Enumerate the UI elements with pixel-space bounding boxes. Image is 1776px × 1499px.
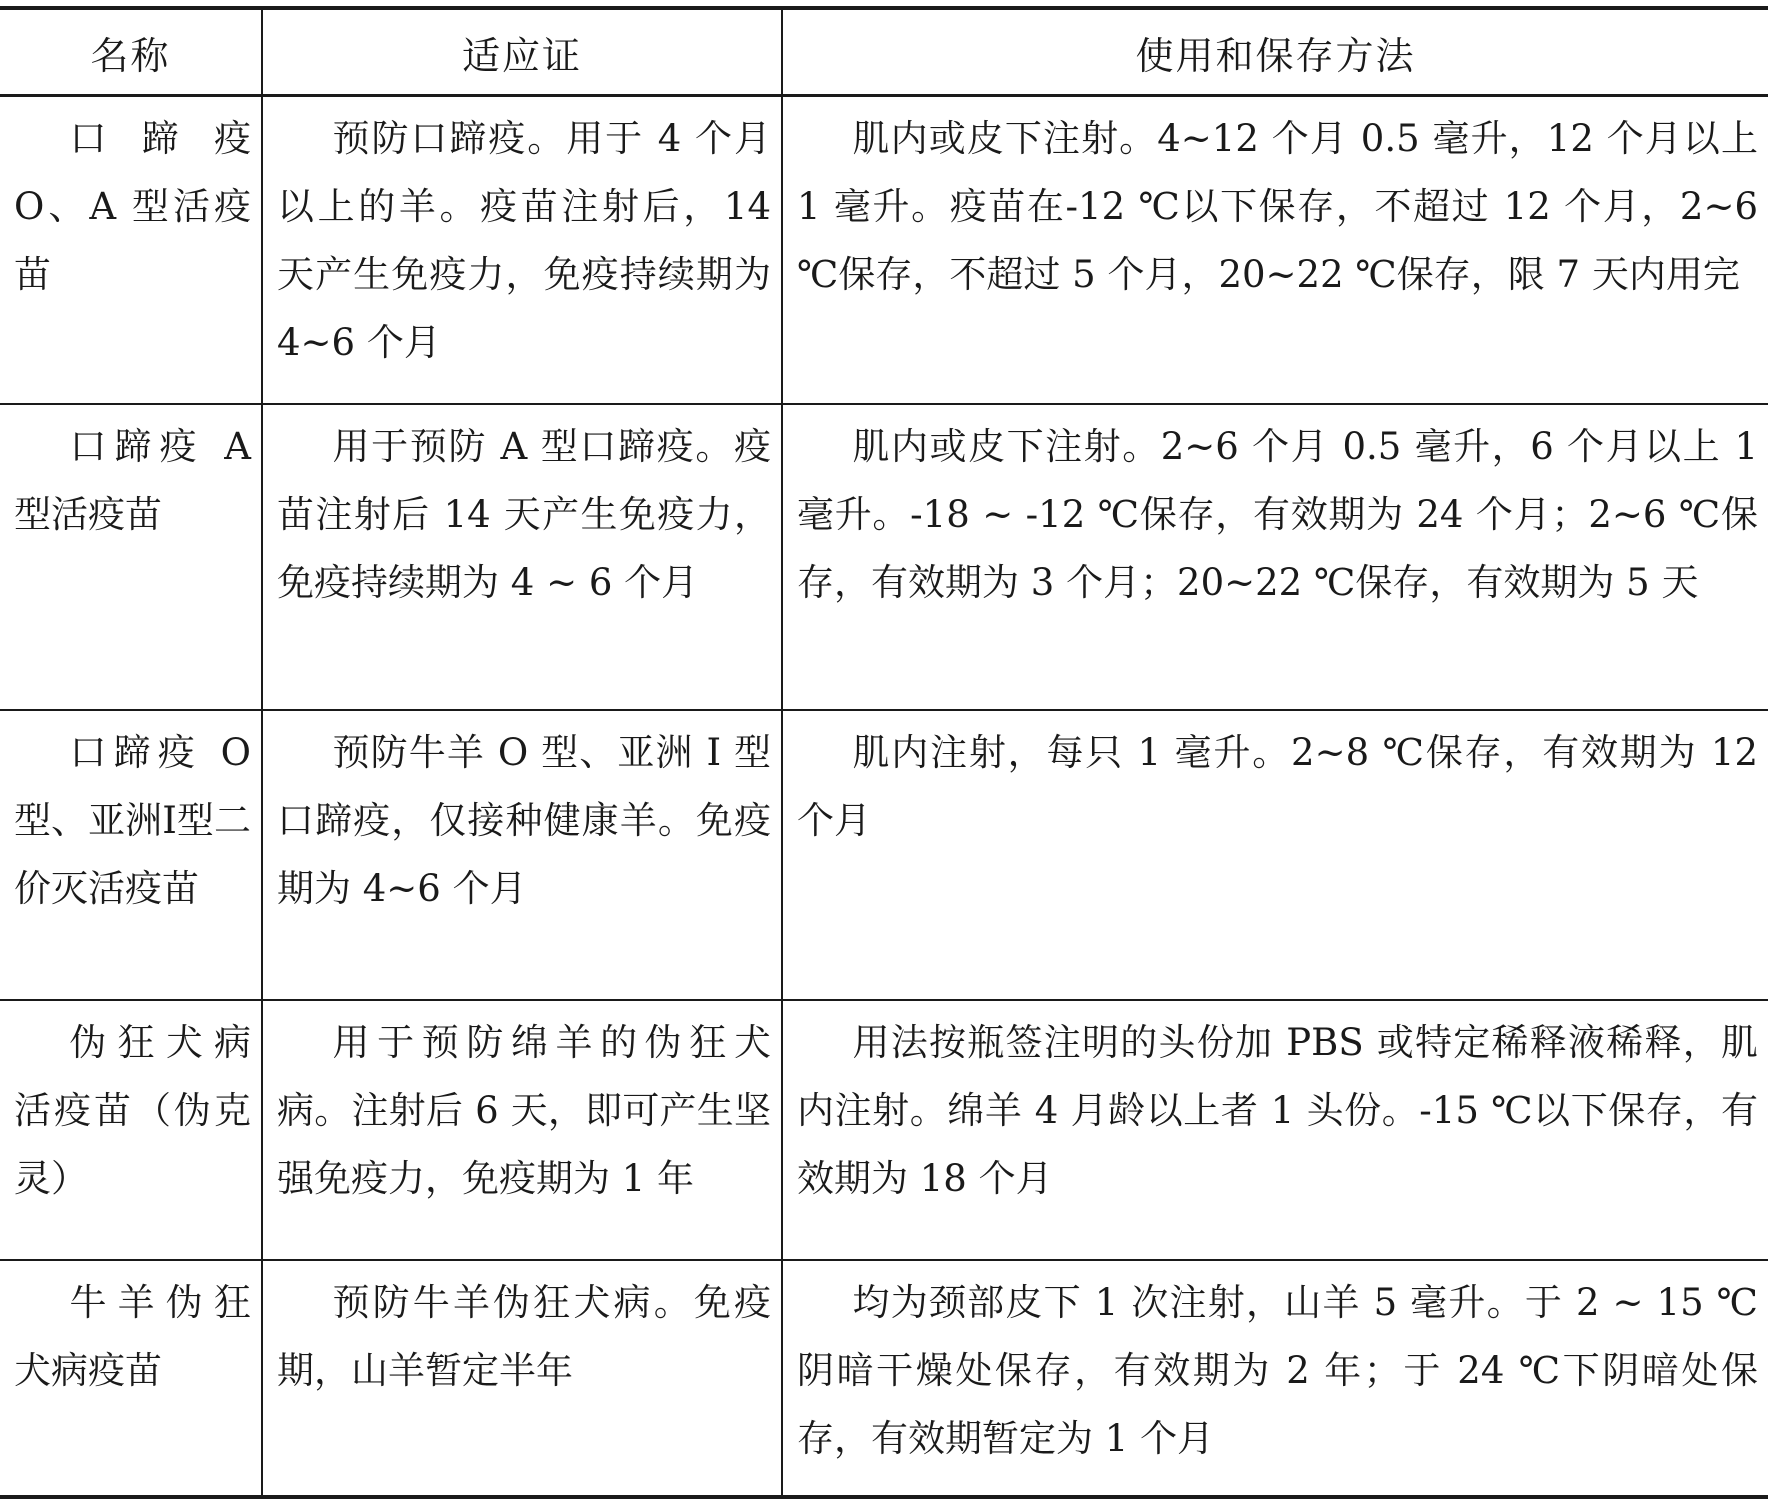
cell-indication: 预防牛羊伪狂犬病。免疫期，山羊暂定半年 [262,1260,782,1497]
cell-usage: 均为颈部皮下 1 次注射，山羊 5 毫升。于 2 ~ 15 ℃阴暗干燥处保存，有效期为 2 年；于 24 ℃下阴暗处保存，有效期暂定为 1 个月 [782,1260,1768,1497]
cell-name: 口蹄疫 O 型、亚洲I型二价灭活疫苗 [14,731,251,910]
vaccine-table-container [0,6,1768,1499]
cell-indication: 预防口蹄疫。用于 4 个月以上的羊。疫苗注射后，14 天产生免疫力，免疫持续期为 4~6 个月 [262,96,782,405]
table-row [0,1000,1768,1260]
table-row [0,1260,1768,1497]
header-usage-storage: 使用和保存方法 [782,8,1768,96]
vaccine-table [0,6,1768,1499]
cell-name: 口蹄疫 O、A 型活疫苗 [14,117,251,296]
table-row [0,404,1768,710]
cell-usage: 肌内注射，每只 1 毫升。2~8 ℃保存，有效期为 12 个月 [782,710,1768,1000]
cell-usage: 肌内或皮下注射。2~6 个月 0.5 毫升，6 个月以上 1 毫升。-18 ~ -12 ℃保存，有效期为 24 个月；2~6 ℃保存，有效期为 3 个月；20~22 ℃保存，有效期为 5 天 [782,404,1768,710]
header-name: 名称 [90,33,171,78]
cell-indication: 用于预防绵羊的伪狂犬病。注射后 6 天，即可产生坚强免疫力，免疫期为 1 年 [262,1000,782,1260]
cell-usage: 肌内或皮下注射。4~12 个月 0.5 毫升，12 个月以上 1 毫升。疫苗在-12 ℃以下保存，不超过 12 个月，2~6 ℃保存，不超过 5 个月，20~22 ℃保存，限 7 天内用完 [782,96,1768,405]
cell-usage: 用法按瓶签注明的头份加 PBS 或特定稀释液稀释，肌内注射。绵羊 4 月龄以上者 1 头份。-15 ℃以下保存，有效期为 18 个月 [782,1000,1768,1260]
table-header-row [0,8,1768,96]
cell-name: 伪狂犬病活疫苗（伪克灵） [14,1021,251,1200]
cell-indication: 预防牛羊 O 型、亚洲 I 型口蹄疫，仅接种健康羊。免疫期为 4~6 个月 [262,710,782,1000]
table-row [0,96,1768,405]
cell-name: 口蹄疫 A 型活疫苗 [14,425,251,536]
cell-indication: 用于预防 A 型口蹄疫。疫苗注射后 14 天产生免疫力，免疫持续期为 4 ~ 6 个月 [262,404,782,710]
header-indication: 适应证 [262,8,782,96]
cell-name: 牛羊伪狂犬病疫苗 [14,1281,251,1392]
table-row [0,710,1768,1000]
